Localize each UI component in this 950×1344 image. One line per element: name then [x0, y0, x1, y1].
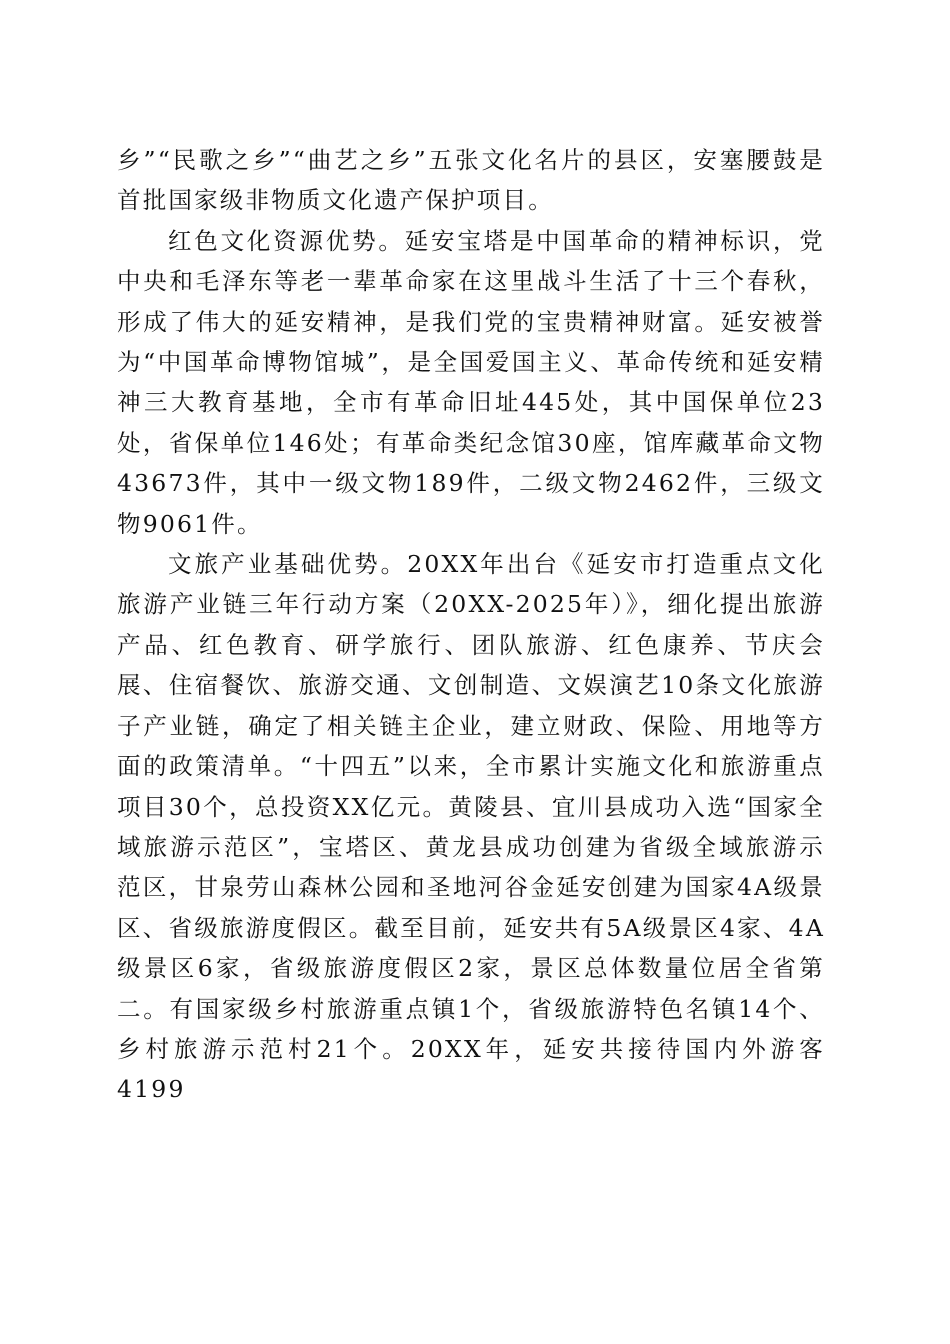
document-body	[117, 140, 825, 1110]
paragraph-cultural-names: 乡”“民歌之乡”“曲艺之乡”五张文化名片的县区，安塞腰鼓是首批国家级非物质文化遗产保护项目。	[117, 146, 825, 215]
paragraph-red-culture: 红色文化资源优势。延安宝塔是中国革命的精神标识，党中央和毛泽东等老一辈革命家在这里战斗生活了十三个春秋，形成了伟大的延安精神，是我们党的宝贵精神财富。延安被誉为“中国革命博物馆城”，是全国爱国主义、革命传统和延安精神三大教育基地，全市有革命旧址445处，其中国保单位23处，省保单位146处；有革命类纪念馆30座，馆库藏革命文物43673件，其中一级文物189件，二级文物2462件，三级文物9061件。	[117, 226, 825, 538]
paragraph-tourism-industry: 文旅产业基础优势。20XX年出台《延安市打造重点文化旅游产业链三年行动方案（20XX-2025年）》，细化提出旅游产品、红色教育、研学旅行、团队旅游、红色康养、节庆会展、住宿餐饮、旅游交通、文创制造、文娱演艺10条文化旅游子产业链，确定了相关链主企业，建立财政、保险、用地等方面的政策清单。“十四五”以来，全市累计实施文化和旅游重点项目30个，总投资XX亿元。黄陵县、宜川县成功入选“国家全域旅游示范区”，宝塔区、黄龙县成功创建为省级全域旅游示范区，甘泉劳山森林公园和圣地河谷金延安创建为国家4A级景区、省级旅游度假区。截至目前，延安共有5A级景区4家、4A级景区6家，省级旅游度假区2家，景区总体数量位居全省第二。有国家级乡村旅游重点镇1个，省级旅游特色名镇14个、乡村旅游示范村21个。20XX年，延安共接待国内外游客4199	[117, 550, 825, 1104]
